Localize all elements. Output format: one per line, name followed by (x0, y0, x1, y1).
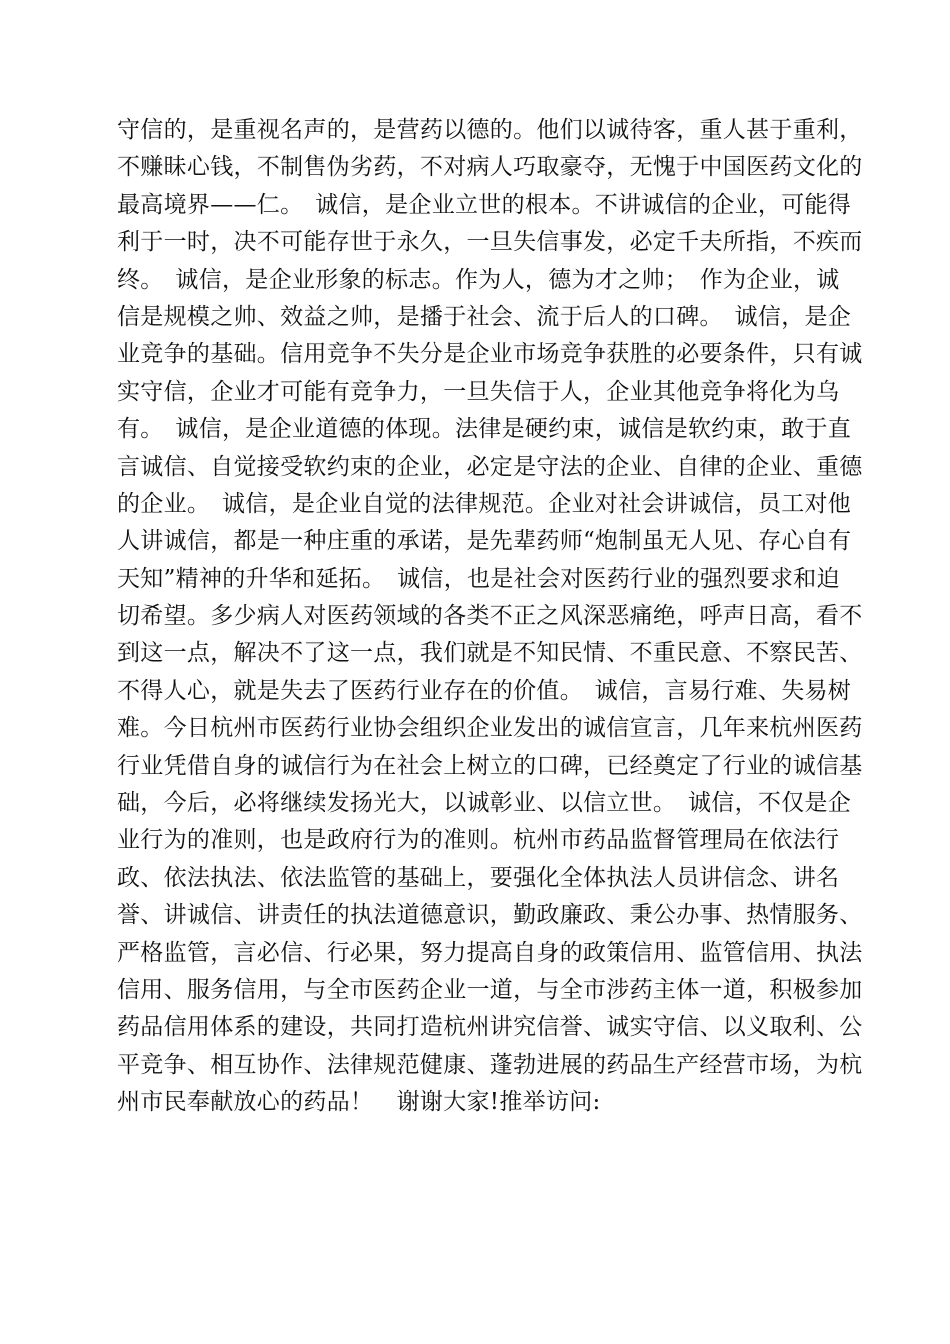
text-line: 利于一时，决不可能存世于永久，一旦失信事发，必定千夫所指，不疾而 (117, 229, 863, 256)
text-line: 信用、服务信用，与全市医药企业一道，与全市涉药主体一道，积极参加 (117, 976, 863, 1003)
text-line: 信是规模之帅、效益之帅，是播于社会、流于后人的口碑。 诚信，是企 (117, 303, 852, 330)
text-line: 础，今后，必将继续发扬光大，以诚彰业、以信立世。 诚信，不仅是企 (117, 790, 852, 817)
text-line: 不赚昧心钱，不制售伪劣药，不对病人巧取豪夺，无愧于中国医药文化的 (117, 154, 863, 181)
text-line: 切希望。多少病人对医药领域的各类不正之风深恶痛绝，呼声日高，看不 (117, 603, 863, 630)
text-line: 政、依法执法、依法监管的基础上，要强化全体执法人员讲信念、讲名 (117, 864, 840, 891)
text-line: 平竞争、相互协作、法律规范健康、蓬勃进展的药品生产经营市场，为杭 (117, 1051, 863, 1078)
text-line: 终。 诚信，是企业形象的标志。作为人，德为才之帅； 作为企业，诚 (117, 266, 840, 293)
text-line: 人讲诚信，都是一种庄重的承诺，是先辈药师“炮制虽无人见、存心自有 (117, 528, 852, 555)
text-line: 不得人心，就是失去了医药行业存在的价值。 诚信，言易行难、失易树 (117, 677, 852, 704)
text-line: 难。今日杭州市医药行业协会组织企业发出的诚信宣言，几年来杭州医药 (117, 715, 863, 742)
text-line: 守信的，是重视名声的，是营药以德的。他们以诚待客，重人甚于重利， (117, 117, 863, 143)
text-line: 的企业。 诚信，是企业自觉的法律规范。企业对社会讲诚信，员工对他 (117, 490, 852, 517)
text-line: 到这一点，解决不了这一点，我们就是不知民情、不重民意、不察民苦、 (117, 640, 863, 667)
text-line: 州市民奉献放心的药品！ 谢谢大家!推举访问: (117, 1089, 601, 1116)
text-line: 业竞争的基础。信用竞争不失分是企业市场竞争获胜的必要条件，只有诚 (117, 341, 863, 368)
text-line: 天知”精神的升华和延拓。 诚信，也是社会对医药行业的强烈要求和迫 (117, 565, 840, 592)
text-line: 最高境界——仁。 诚信，是企业立世的根本。不讲诚信的企业，可能得 (117, 191, 852, 218)
body-text (117, 112, 863, 1122)
text-line: 言诚信、自觉接受软约束的企业，必定是守法的企业、自律的企业、重德 (117, 453, 863, 480)
text-line: 行业凭借自身的诚信行为在社会上树立的口碑，已经奠定了行业的诚信基 (117, 752, 863, 779)
text-line: 业行为的准则，也是政府行为的准则。杭州市药品监督管理局在依法行 (117, 827, 840, 854)
text-line: 有。 诚信，是企业道德的体现。法律是硬约束，诚信是软约束，敢于直 (117, 416, 852, 443)
text-line: 实守信，企业才可能有竞争力，一旦失信于人，企业其他竞争将化为乌 (117, 378, 840, 405)
text-line: 药品信用体系的建设，共同打造杭州讲究信誉、诚实守信、以义取利、公 (117, 1014, 863, 1041)
text-line: 严格监管，言必信、行必果，努力提高自身的政策信用、监管信用、执法 (117, 939, 863, 966)
text-line: 誉、讲诚信、讲责任的执法道德意识，勤政廉政、秉公办事、热情服务、 (117, 902, 863, 929)
